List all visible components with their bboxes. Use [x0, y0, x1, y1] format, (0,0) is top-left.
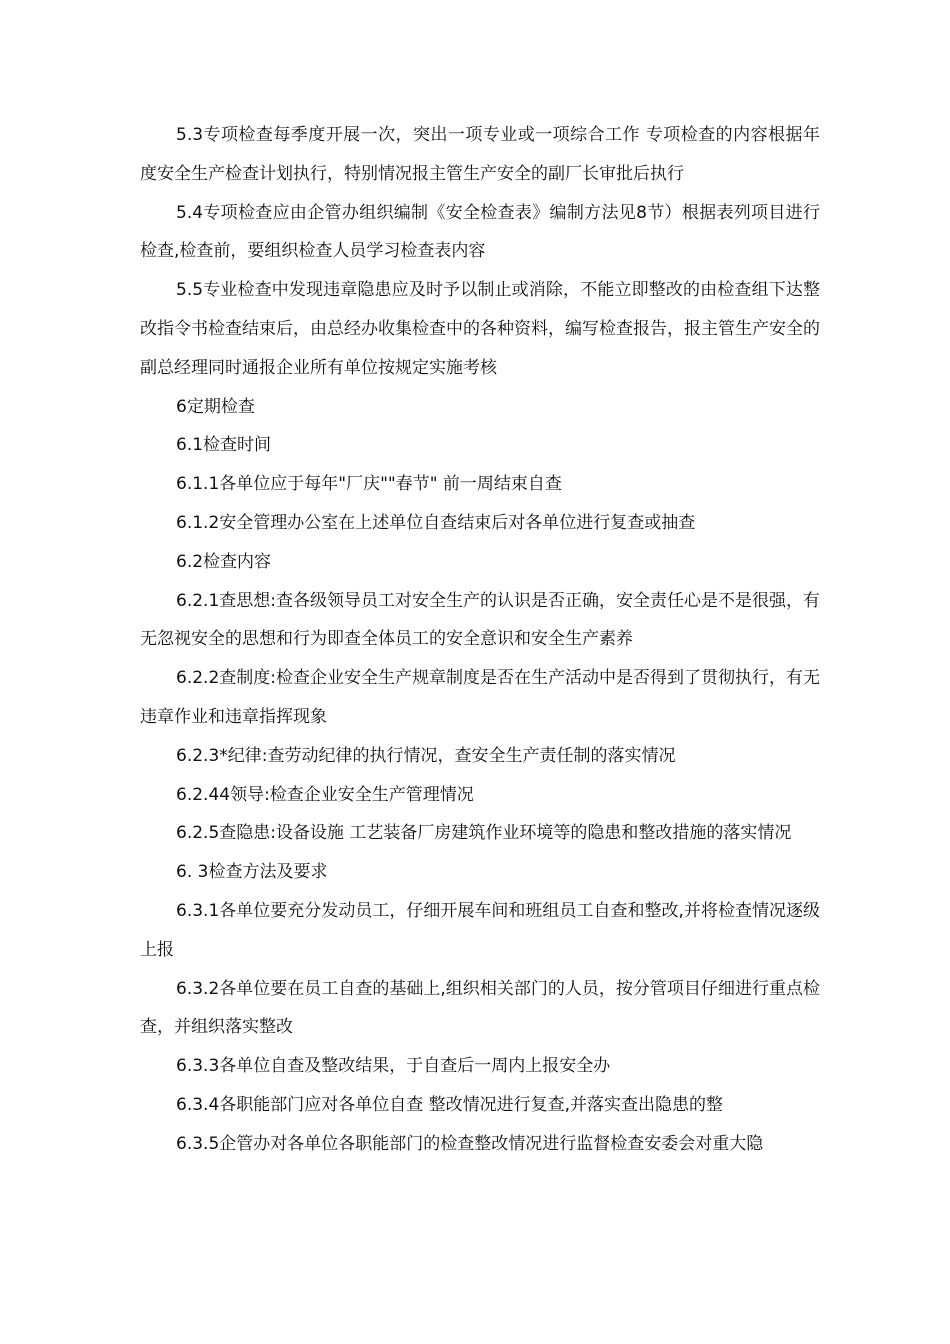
heading-6-2: 6.2检查内容	[176, 551, 272, 572]
heading-6: 6定期检查	[176, 396, 255, 417]
paragraph-5-5: 5.5专业检查中发现违章隐患应及时予以制止或消除，不能立即整改的由检查组下达整改指令书检查结束后，由总经办收集检查中的各种资料，编写检查报告，报主管生产安全的副总经理同时通报企业所有单位按规定实施考核	[140, 280, 820, 378]
document-body	[140, 116, 820, 1164]
paragraph-6-3-2: 6.3.2各单位要在员工自查的基础上,组织相关部门的人员，按分管项目仔细进行重点检查，并组织落实整改	[140, 978, 820, 1038]
paragraph-6-2-4: 6.2.44领导:检查企业安全生产管理情况	[176, 784, 474, 805]
paragraph-6-1-2: 6.1.2安全管理办公室在上述单位自查结束后对各单位进行复查或抽查	[176, 512, 696, 533]
paragraph-6-3-5: 6.3.5企管办对各单位各职能部门的检查整改情况进行监督检查安委会对重大隐	[176, 1133, 764, 1154]
paragraph-6-2-1: 6.2.1查思想:查各级领导员工对安全生产的认识是否正确，安全责任心是不是很强，有无忽视安全的思想和行为即查全体员工的安全意识和安全生产素养	[140, 590, 820, 650]
heading-6-3: 6. 3检查方法及要求	[176, 862, 328, 883]
paragraph-5-3: 5.3专项检查每季度开展一次，突出一项专业或一项综合工作 专项检查的内容根据年度安全生产检查计划执行，特别情况报主管生产安全的副厂长审批后执行	[140, 125, 820, 184]
paragraph-6-1-1: 6.1.1各单位应于每年"厂庆""春节" 前一周结束自查	[176, 474, 562, 495]
paragraph-6-3-1: 6.3.1各单位要充分发动员工，仔细开展车间和班组员工自查和整改,并将检查情况逐级上报	[140, 900, 820, 960]
paragraph-5-4: 5.4专项检查应由企管办组织编制《安全检查表》编制方法见8节）根据表列项目进行检查,检查前，要组织检查人员学习检查表内容	[140, 202, 820, 262]
paragraph-6-2-2: 6.2.2查制度:检查企业安全生产规章制度是否在生产活动中是否得到了贯彻执行，有无违章作业和违章指挥现象	[140, 668, 820, 727]
paragraph-6-3-4: 6.3.4各职能部门应对各单位自查 整改情况进行复查,并落实查出隐患的整	[176, 1094, 724, 1115]
paragraph-6-3-3: 6.3.3各单位自查及整改结果，于自查后一周内上报安全办	[176, 1056, 611, 1077]
paragraph-6-2-5: 6.2.5查隐患:设备设施 工艺装备厂房建筑作业环境等的隐患和整改措施的落实情况	[176, 823, 792, 844]
heading-6-1: 6.1检查时间	[176, 435, 272, 456]
paragraph-6-2-3: 6.2.3*纪律:查劳动纪律的执行情况，查安全生产责任制的落实情况	[176, 745, 676, 766]
